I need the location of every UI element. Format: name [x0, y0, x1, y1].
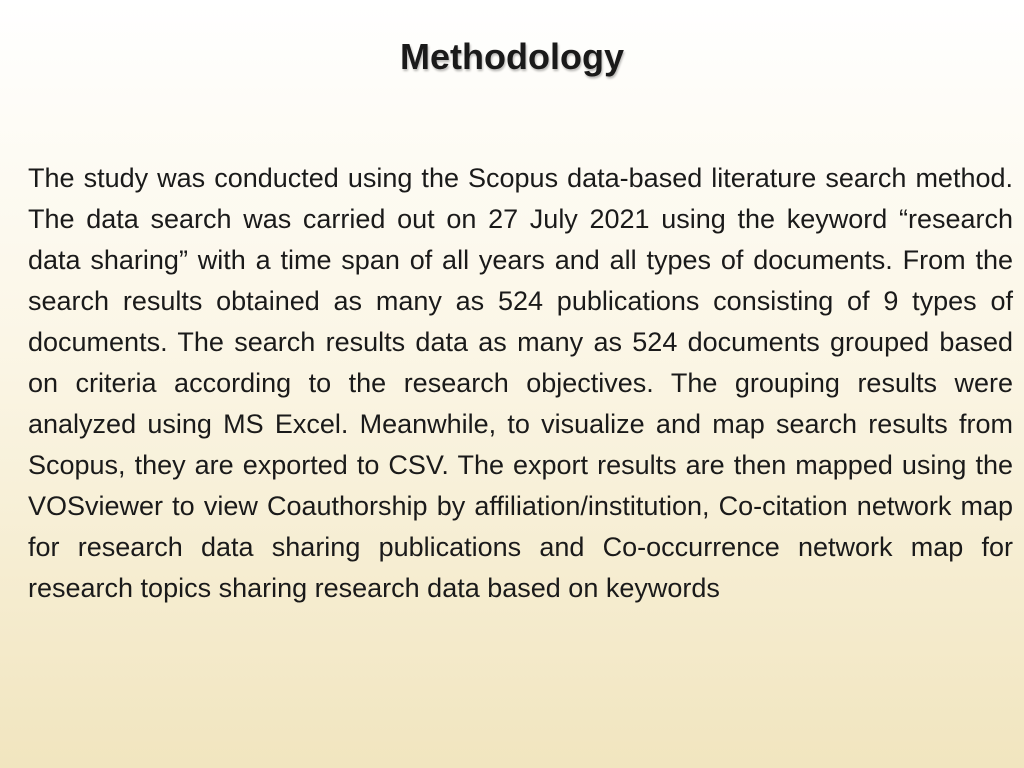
slide-title: Methodology — [400, 36, 624, 77]
methodology-paragraph: The study was conducted using the Scopus data-based literature search method. The data search was carried out on 27 July 2021 using the keyword “research data sharing” with a time span of all years and all types of documents. From the search results obtained as many as 524 publications consisting of 9 types of documents. The search results data as many as 524 documents grouped based on criteria according to the research objectives. The grouping results were analyzed using MS Excel. Meanwhile, to visualize and map search results from Scopus, they are exported to CSV. The export results are then mapped using the VOSviewer to view Coauthorship by affiliation/institution, Co-citation network map for research data sharing publications and Co-occurrence network map for research topics sharing research data based on keywords — [28, 163, 1013, 603]
